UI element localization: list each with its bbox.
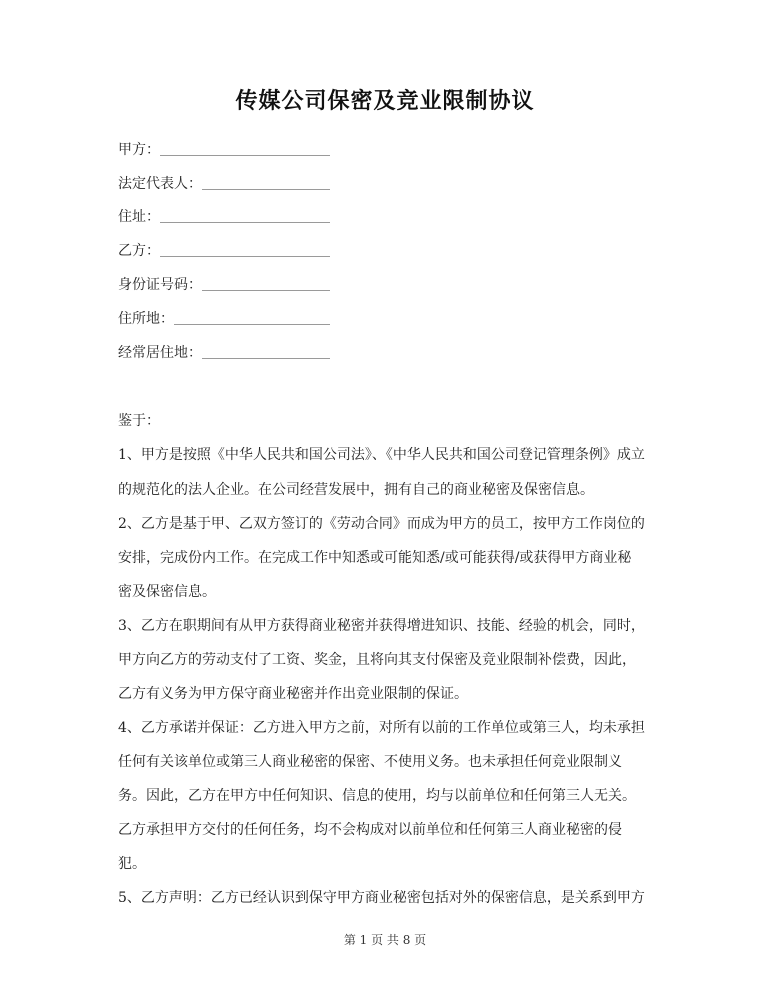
body-line: 密及保密信息。 [118,584,216,600]
whereas-heading: 鉴于： [118,413,160,429]
body-line: 2、乙方是基于甲、乙双方签订的《劳动合同》而成为甲方的员工，按甲方工作岗位的 [118,516,645,532]
body-line: 乙方承担甲方交付的任何任务，均不会构成对以前单位和任何第三人商业秘密的侵 [118,822,622,838]
party-b-blank-line [160,256,330,257]
id-number-field [118,274,330,296]
party-a-blank-line [160,155,330,156]
body-line: 3、乙方在职期间有从甲方获得商业秘密并获得增进知识、技能、经验的机会，同时， [118,618,645,634]
address-label: 住址： [118,209,160,225]
body-line: 5、乙方声明：乙方已经认识到保守甲方商业秘密包括对外的保密信息，是关系到甲方 [118,890,645,906]
page-footer: 第 1 页 共 8 页 [343,933,427,947]
legal-representative-blank-line [202,189,330,190]
body-line: 1、甲方是按照《中华人民共和国公司法》、《中华人民共和国公司登记管理条例》成立 [118,447,645,463]
id-number-label: 身份证号码： [118,277,202,293]
id-number-blank-line [202,290,330,291]
domicile-label: 住所地： [118,311,174,327]
address-blank-line [160,222,330,223]
body-line: 任何有关该单位或第三人商业秘密的保密、不使用义务。也未承担任何竞业限制义 [118,754,622,770]
habitual-residence-label: 经常居住地： [118,345,202,361]
domicile-field [118,308,330,330]
address-field [118,206,330,228]
legal-representative-field [118,173,330,195]
party-b-label: 乙方： [118,243,160,259]
habitual-residence-blank-line [202,358,330,359]
party-b-field [118,240,330,262]
legal-representative-label: 法定代表人： [118,176,202,192]
body-line: 犯。 [118,856,146,872]
body-line: 乙方有义务为甲方保守商业秘密并作出竞业限制的保证。 [118,686,468,702]
body-line: 安排，完成份内工作。在完成工作中知悉或可能知悉/或可能获得/或获得甲方商业秘 [118,550,632,566]
body-line: 甲方向乙方的劳动支付了工资、奖金，且将向其支付保密及竞业限制补偿费，因此， [118,652,636,668]
party-a-field [118,139,330,161]
party-a-label: 甲方： [118,142,160,158]
document-title: 传媒公司保密及竞业限制协议 [235,88,535,114]
body-line: 务。因此，乙方在甲方中任何知识、信息的使用，均与以前单位和任何第三人无关。 [118,788,636,804]
body-line: 4、乙方承诺并保证：乙方进入甲方之前，对所有以前的工作单位或第三人，均未承担 [118,720,645,736]
habitual-residence-field [118,342,330,364]
domicile-blank-line [174,324,330,325]
body-line: 的规范化的法人企业。在公司经营发展中，拥有自己的商业秘密及保密信息。 [118,482,594,498]
